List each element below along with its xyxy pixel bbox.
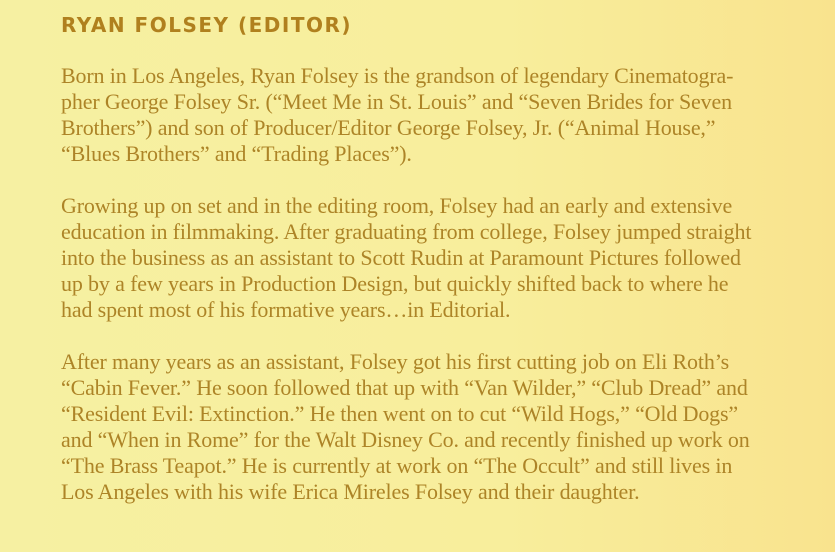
text-line: “Blues Brothers” and “Trading Places”).: [61, 141, 412, 166]
text-line: pher George Folsey Sr. (“Meet Me in St. Louis” and “Seven Brides for Seven: [61, 89, 732, 114]
text-line: “Resident Evil: Extinction.” He then went on to cut “Wild Hogs,” “Old Dogs”: [61, 401, 739, 426]
text-line: education in filmmaking. After graduating from college, Folsey jumped straight: [61, 219, 752, 244]
text-line: Los Angeles with his wife Erica Mireles Folsey and their daughter.: [61, 479, 640, 504]
text-line: and “When in Rome” for the Walt Disney Co. and recently finished up work on: [61, 427, 750, 452]
text-line: had spent most of his formative years…in Editorial.: [61, 297, 511, 322]
text-line: Brothers”) and son of Producer/Editor George Folsey, Jr. (“Animal House,”: [61, 115, 716, 140]
bio-body: [61, 63, 796, 505]
text-line: Growing up on set and in the editing room, Folsey had an early and extensive: [61, 193, 733, 218]
text-line: After many years as an assistant, Folsey got his first cutting job on Eli Roth’s: [61, 349, 730, 374]
text-line: into the business as an assistant to Scott Rudin at Paramount Pictures followed: [61, 245, 741, 270]
text-line: Born in Los Angeles, Ryan Folsey is the grandson of legendary Cinematogra-: [61, 63, 734, 88]
text-line: “Cabin Fever.” He soon followed that up with “Van Wilder,” “Club Dread” and: [61, 375, 748, 400]
text-line: “The Brass Teapot.” He is currently at work on “The Occult” and still lives in: [61, 453, 733, 478]
text-line: up by a few years in Production Design, but quickly shifted back to where he: [61, 271, 729, 296]
bio-paragraph-3: [61, 349, 796, 505]
page-title: RYAN FOLSEY (EDITOR): [61, 13, 353, 37]
bio-page: [61, 10, 796, 505]
bio-paragraph-2: [61, 193, 796, 323]
bio-paragraph-1: [61, 63, 796, 167]
